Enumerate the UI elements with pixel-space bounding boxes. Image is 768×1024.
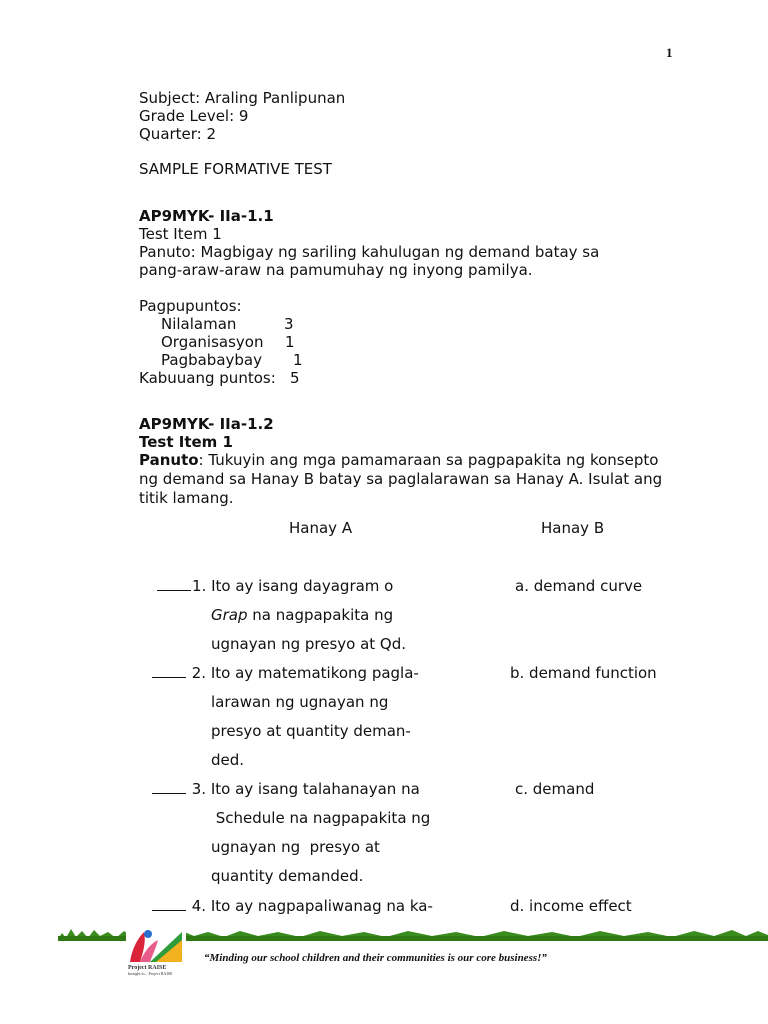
item2-label: Test Item 1 xyxy=(139,433,233,451)
item1-code: AP9MYK- IIa-1.1 xyxy=(139,207,274,225)
total-points: Kabuuang puntos: 5 xyxy=(139,369,300,387)
item1-label: Test Item 1 xyxy=(139,225,222,243)
column-a-header: Hanay A xyxy=(289,519,353,537)
question-2-line2: larawan ng ugnayan ng xyxy=(211,693,389,711)
logo-line1: Project RAISE xyxy=(128,965,167,971)
question-text: 4. Ito ay nagpapaliwanag na ka- xyxy=(187,897,433,915)
question-3 xyxy=(152,780,420,798)
column-b-header: Hanay B xyxy=(541,519,605,537)
criterion-points: 3 xyxy=(284,315,294,333)
answer-a: a. demand curve xyxy=(515,577,643,595)
criterion-name: Organisasyon xyxy=(161,333,264,351)
logo-line2: brought to... Project RAISE xyxy=(128,971,173,976)
answer-blank[interactable] xyxy=(157,578,191,591)
item2-instruction-line3: titik lamang. xyxy=(139,489,234,507)
answer-blank[interactable] xyxy=(152,781,186,794)
question-4 xyxy=(152,897,433,915)
question-3-line2: Schedule na nagpapakita ng xyxy=(211,809,431,827)
question-1-line3: ugnayan ng presyo at Qd. xyxy=(211,635,407,653)
footer-quote: “Minding our school children and their communities is our core business!” xyxy=(204,952,547,964)
question-3-line4: quantity demanded. xyxy=(211,867,364,885)
quarter-line: Quarter: 2 xyxy=(139,125,217,143)
item1-instruction-line2: pang-araw-araw na pamumuhay ng inyong pamilya. xyxy=(139,261,533,279)
question-1 xyxy=(157,577,393,595)
answer-blank[interactable] xyxy=(152,898,186,911)
criterion-name: Nilalaman xyxy=(161,315,237,333)
question-1-line2 xyxy=(211,606,393,624)
criterion-points: 1 xyxy=(285,333,295,351)
item2-instruction-line2: ng demand sa Hanay B batay sa paglalarawan sa Hanay A. Isulat ang xyxy=(139,470,663,488)
subject-line: Subject: Araling Panlipunan xyxy=(139,89,346,107)
question-text: na nagpapakita ng xyxy=(247,606,394,624)
scoring-title: Pagpupuntos: xyxy=(139,297,242,315)
grade-line: Grade Level: 9 xyxy=(139,107,249,125)
test-title: SAMPLE FORMATIVE TEST xyxy=(139,160,332,178)
question-text: 2. Ito ay matematikong pagla- xyxy=(187,664,419,682)
answer-c: c. demand xyxy=(515,780,595,798)
panuto-bold: Panuto xyxy=(139,451,199,469)
instruction-text: : Tukuyin ang mga pamamaraan sa pagpapakita ng konsepto xyxy=(198,451,659,469)
logo-icon xyxy=(126,926,186,966)
criterion-points: 1 xyxy=(293,351,303,369)
answer-d: d. income effect xyxy=(510,897,632,915)
question-2-line3: presyo at quantity deman- xyxy=(211,722,411,740)
answer-b: b. demand function xyxy=(510,664,657,682)
criterion-name: Pagbabaybay xyxy=(161,351,262,369)
item2-code: AP9MYK- IIa-1.2 xyxy=(139,415,274,433)
question-2-line4: ded. xyxy=(211,751,245,769)
answer-blank[interactable] xyxy=(152,665,186,678)
question-text: 3. Ito ay isang talahanayan na xyxy=(187,780,420,798)
project-raise-logo xyxy=(126,926,186,974)
question-3-line3: ugnayan ng presyo at xyxy=(211,838,380,856)
question-text: 1. Ito ay isang dayagram o xyxy=(192,577,394,595)
item1-instruction-line1: Panuto: Magbigay ng sariling kahulugan ng demand batay sa xyxy=(139,243,600,261)
page-number: 1 xyxy=(666,45,673,60)
grap-italic: Grap xyxy=(211,606,248,624)
question-2 xyxy=(152,664,419,682)
item2-instruction-line1 xyxy=(139,451,658,469)
